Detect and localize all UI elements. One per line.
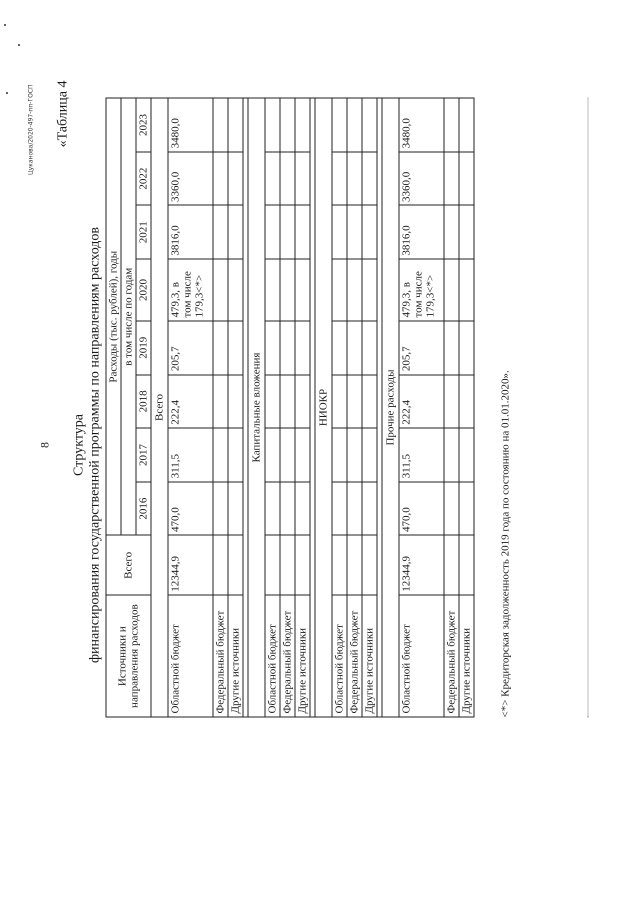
year-value <box>295 428 310 482</box>
year-value <box>459 375 474 429</box>
header-expenses: Расходы (тыс. рублей), годы <box>106 98 121 535</box>
year-value <box>295 152 310 206</box>
header-year: 2019 <box>136 321 151 375</box>
table-row <box>444 98 459 717</box>
year-value <box>362 98 377 152</box>
row-label: Федеральный бюджет <box>444 595 459 717</box>
row-label: Областной бюджет <box>332 595 347 717</box>
header-by-years: в том числе по годам <box>121 98 136 535</box>
table-row <box>168 98 213 717</box>
year-value: 479,3, в том числе 179,3<*> <box>399 259 444 321</box>
year-value <box>265 98 280 152</box>
year-value <box>459 321 474 375</box>
row-total <box>265 535 280 595</box>
header-year: 2018 <box>136 375 151 429</box>
year-value <box>228 375 243 429</box>
rotated-page <box>28 0 598 898</box>
table-row <box>228 98 243 717</box>
year-value <box>362 428 377 482</box>
year-value <box>265 375 280 429</box>
row-total <box>347 535 362 595</box>
year-value <box>228 152 243 206</box>
table-row <box>362 98 377 717</box>
year-value <box>444 98 459 152</box>
year-value <box>265 259 280 321</box>
year-value <box>295 321 310 375</box>
row-total <box>362 535 377 595</box>
header-year: 2020 <box>136 259 151 321</box>
year-value <box>295 375 310 429</box>
year-value <box>265 482 280 536</box>
year-value <box>280 259 295 321</box>
year-value <box>213 98 228 152</box>
year-value <box>444 152 459 206</box>
year-value <box>347 375 362 429</box>
year-value <box>332 321 347 375</box>
year-value <box>280 152 295 206</box>
section-title: Прочие расходы <box>382 98 399 717</box>
row-total: 12344,9 <box>399 535 444 595</box>
year-value <box>295 205 310 259</box>
row-label: Другие источники <box>295 595 310 717</box>
year-value <box>332 152 347 206</box>
year-value: 3480,0 <box>399 98 444 152</box>
year-value <box>213 205 228 259</box>
scan-dotted-line <box>588 98 589 718</box>
table-row <box>280 98 295 717</box>
year-value <box>332 482 347 536</box>
year-value: 205,7 <box>399 321 444 375</box>
section-row <box>382 98 399 717</box>
year-value <box>265 205 280 259</box>
row-total: 12344,9 <box>168 535 213 595</box>
year-value <box>362 205 377 259</box>
year-value <box>280 205 295 259</box>
year-value: 470,0 <box>399 482 444 536</box>
year-value <box>213 152 228 206</box>
year-value <box>213 428 228 482</box>
header-total: Всего <box>106 535 151 595</box>
year-value: 470,0 <box>168 482 213 536</box>
row-label: Федеральный бюджет <box>213 595 228 717</box>
row-label: Другие источники <box>362 595 377 717</box>
year-value <box>459 205 474 259</box>
year-value <box>228 428 243 482</box>
table-row <box>459 98 474 717</box>
year-value: 3816,0 <box>168 205 213 259</box>
year-value <box>295 482 310 536</box>
row-total <box>228 535 243 595</box>
row-total <box>295 535 310 595</box>
financing-table <box>106 98 475 718</box>
row-label: Областной бюджет <box>399 595 444 717</box>
row-total <box>444 535 459 595</box>
table-row <box>399 98 444 717</box>
year-value <box>332 205 347 259</box>
year-value: 479,3, в том числе 179,3<*> <box>168 259 213 321</box>
row-label: Областной бюджет <box>265 595 280 717</box>
year-value <box>444 482 459 536</box>
year-value <box>347 152 362 206</box>
year-value <box>228 205 243 259</box>
document-stamp: Цуканова/2020-497-пп-ГОСП <box>27 84 35 175</box>
year-value <box>347 205 362 259</box>
year-value <box>362 375 377 429</box>
table-row <box>213 98 228 717</box>
year-value <box>265 321 280 375</box>
year-value <box>228 482 243 536</box>
header-year: 2021 <box>136 205 151 259</box>
year-value <box>228 259 243 321</box>
page-number: 8 <box>37 442 52 448</box>
year-value <box>280 98 295 152</box>
title-line-1: Структура <box>71 413 87 477</box>
section-row <box>315 98 332 717</box>
year-value <box>362 259 377 321</box>
row-total <box>213 535 228 595</box>
header-year: 2017 <box>136 428 151 482</box>
table-row <box>347 98 362 717</box>
year-value <box>459 428 474 482</box>
section-title: Капитальные вложения <box>248 98 265 717</box>
year-value: 3816,0 <box>399 205 444 259</box>
speck <box>6 92 8 94</box>
year-value <box>444 321 459 375</box>
year-value <box>213 375 228 429</box>
row-label: Областной бюджет <box>168 595 213 717</box>
year-value <box>280 321 295 375</box>
year-value <box>295 98 310 152</box>
table-row <box>332 98 347 717</box>
year-value: 205,7 <box>168 321 213 375</box>
year-value: 3360,0 <box>168 152 213 206</box>
year-value: 3480,0 <box>168 98 213 152</box>
year-value <box>213 259 228 321</box>
year-value <box>444 259 459 321</box>
header-year: 2023 <box>136 98 151 152</box>
table-row <box>295 98 310 717</box>
section-title: НИОКР <box>315 98 332 717</box>
year-value <box>362 482 377 536</box>
year-value <box>362 152 377 206</box>
header-year: 2016 <box>136 482 151 536</box>
title-line-2: финансирования государственной программы по направлениям расходов <box>87 226 103 664</box>
header-year: 2022 <box>136 152 151 206</box>
speck <box>18 44 20 46</box>
year-value <box>347 428 362 482</box>
table-body <box>151 98 474 717</box>
footnote: <*> Кредиторская задолженность 2019 года по состоянию на 01.01.2020». <box>499 370 512 718</box>
section-row <box>151 98 168 717</box>
section-row <box>248 98 265 717</box>
row-label: Федеральный бюджет <box>280 595 295 717</box>
year-value <box>280 428 295 482</box>
year-value <box>459 152 474 206</box>
year-value <box>332 375 347 429</box>
year-value <box>265 152 280 206</box>
section-title: Всего <box>151 98 168 717</box>
year-value: 311,5 <box>399 428 444 482</box>
year-value: 3360,0 <box>399 152 444 206</box>
year-value <box>213 482 228 536</box>
year-value: 222,4 <box>168 375 213 429</box>
year-value <box>362 321 377 375</box>
year-value <box>332 98 347 152</box>
row-label: Федеральный бюджет <box>347 595 362 717</box>
year-value <box>265 428 280 482</box>
year-value: 222,4 <box>399 375 444 429</box>
table-row <box>265 98 280 717</box>
year-value <box>444 205 459 259</box>
year-value <box>444 428 459 482</box>
year-value <box>295 259 310 321</box>
year-value: 311,5 <box>168 428 213 482</box>
year-value <box>459 259 474 321</box>
year-value <box>347 259 362 321</box>
speck <box>4 24 6 26</box>
row-total <box>332 535 347 595</box>
year-value <box>444 375 459 429</box>
year-value <box>228 98 243 152</box>
year-value <box>347 482 362 536</box>
year-value <box>228 321 243 375</box>
year-value <box>280 375 295 429</box>
year-value <box>459 482 474 536</box>
year-value <box>459 98 474 152</box>
year-value <box>347 98 362 152</box>
year-value <box>332 428 347 482</box>
document-title <box>72 0 104 898</box>
year-value <box>280 482 295 536</box>
table-label: «Таблица 4 <box>55 80 71 148</box>
row-label: Другие источники <box>228 595 243 717</box>
row-label: Другие источники <box>459 595 474 717</box>
year-value <box>213 321 228 375</box>
year-value <box>347 321 362 375</box>
year-value <box>332 259 347 321</box>
row-total <box>280 535 295 595</box>
row-total <box>459 535 474 595</box>
header-sources: Источники и направления расходов <box>106 595 151 717</box>
